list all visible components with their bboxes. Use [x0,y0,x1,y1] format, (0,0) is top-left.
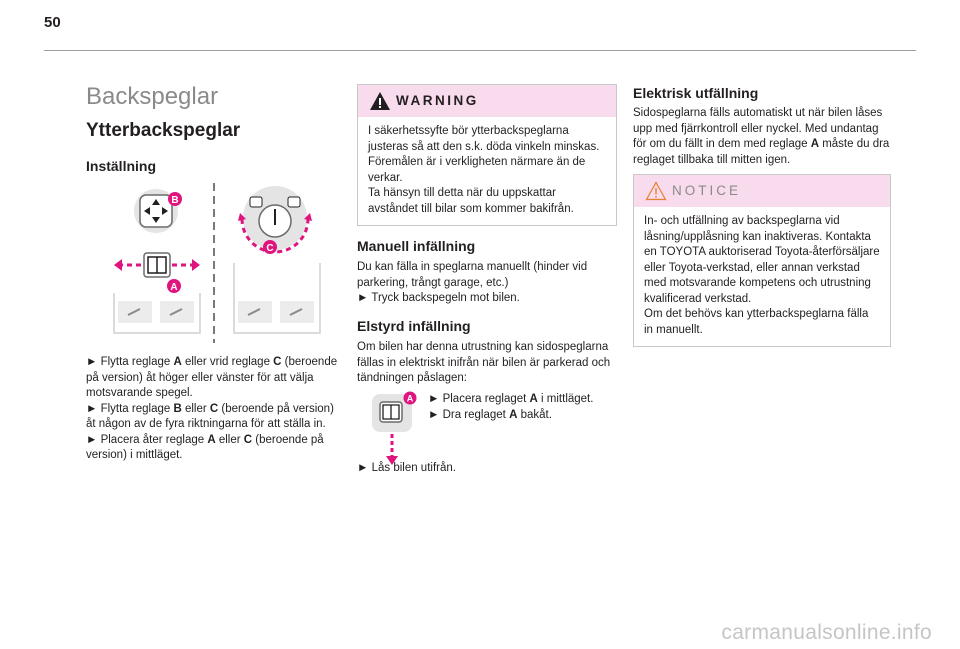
rotary-knob-c-icon [238,186,312,252]
instruction-1: ► Flytta reglage A eller vrid reglage C (beroende på version) åt höger eller vänster för att välja motsvarande spegel. [86,356,338,399]
elstyrd-heading: Elstyrd infällning [357,318,471,334]
elstyrd-bullet-3: ► Lås bilen utifrån. [357,462,456,474]
page-title: Ytterbackspeglar [86,120,241,141]
warning-box [357,84,617,226]
warning-triangle-icon [369,91,391,111]
label-a-text: A [170,282,178,293]
elstyrd-bullet-1: ► Placera reglaget A i mittläget. [428,393,594,405]
section-title: Backspeglar [86,83,219,110]
manuell-heading: Manuell infällning [357,238,476,254]
elstyrd-bullets [428,392,618,423]
elstyrd-bullet-2: ► Dra reglaget A bakåt. [428,408,552,421]
label-c-text: C [266,243,274,254]
notice-label: NOTICE [672,183,742,198]
manuell-paragraph: Du kan fälla in speglarna manuellt (hinder vid parkering, trångt garage, etc.) [357,261,588,289]
installning-instructions [86,355,340,464]
warning-header [358,85,616,117]
notice-text-2: Om det behövs kan ytterbackspeglarna fälla in manuellt. [644,308,869,336]
notice-text-1: In- och utfällning av backspeglarna vid låsning/upplåsning kan inaktiveras. Kontakta en TOYOTA auktoriserad Toyota-återförsäljare eller Toyota-verkstad, eller annan verkstad med motsvarande kompetens och utrustning kvalificerad verkstad. [644,215,880,305]
header-divider [44,50,916,51]
elstyrd-text: Om bilen har denna utrustning kan sidospeglarna fällas in elektriskt inifrån när bilen är parkerad och tändningen påslagen: [357,341,611,384]
warning-text-1: I säkerhetssyfte bör ytterbackspeglarna justeras så att den s.k. döda vinkeln minskas. Föremålen är i verkligheten närmare än de verkar. [368,125,600,184]
watermark: carmanualsonline.info [721,621,932,644]
label-b-text: B [171,195,179,206]
instruction-3: ► Placera åter reglage A eller C (beroende på version) i mittläget. [86,433,324,461]
svg-text:A: A [406,393,414,404]
page-number: 50 [44,14,61,31]
mirror-control-diagram [110,183,332,345]
selector-a-rear-icon [370,390,420,470]
manuell-bullet: ► Tryck backspegeln mot bilen. [357,292,520,304]
warning-label: WARNING [396,93,479,108]
elektrisk-text: Sidospeglarna fälls automatiskt ut när bilen låses upp med fjärrkontroll eller nyckel. Med undantag för om du fällt in dem med reglage A måste du dra reglaget tillbaka till mitten igen. [633,107,890,166]
instruction-2: ► Flytta reglage B eller C (beroende på version) åt någon av de fyra riktningarna för att ställa in. [86,402,334,430]
notice-header [634,175,890,207]
elektrisk-heading: Elektrisk utfällning [633,85,759,101]
installning-heading: Inställning [86,158,156,174]
warning-text-2: Ta hänsyn till detta när du uppskattar avståndet till bilar som kommer bakifrån. [368,187,574,215]
selector-a-icon [114,253,200,277]
manuell-text [357,260,615,307]
notice-triangle-icon [645,181,667,201]
notice-box [633,174,891,347]
